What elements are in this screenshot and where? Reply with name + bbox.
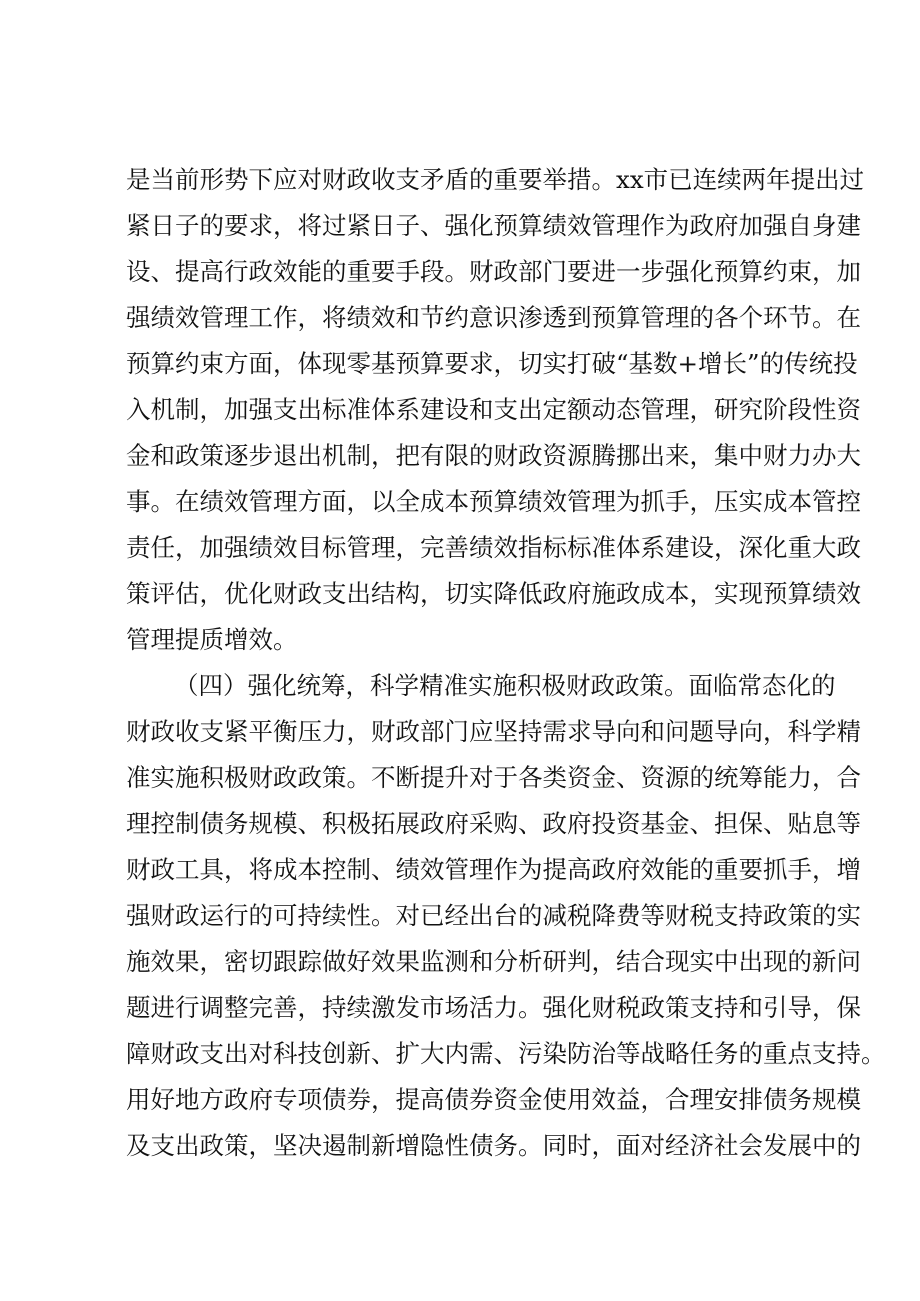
text-line: 事。在绩效管理方面，以全成本预算绩效管理为抓手，压实成本管控 bbox=[126, 487, 861, 516]
text-line: 题进行调整完善，持续激发市场活力。强化财税政策支持和引导，保 bbox=[126, 993, 861, 1022]
text-line: 策评估，优化财政支出结构，切实降低政府施政成本，实现预算绩效 bbox=[126, 579, 861, 608]
text-line: 预算约束方面，体现零基预算要求，切实打破“基数+增长”的传统投 bbox=[126, 349, 858, 378]
text-line: 管理提质增效。 bbox=[126, 625, 298, 654]
text-line: 是当前形势下应对财政收支矛盾的重要举措。xx市已连续两年提出过 bbox=[126, 165, 865, 194]
text-line: 财政工具，将成本控制、绩效管理作为提高政府效能的重要抓手，增 bbox=[126, 855, 861, 884]
text-line: 理控制债务规模、积极拓展政府采购、政府投资基金、担保、贴息等 bbox=[126, 809, 861, 838]
text-line: 及支出政策，坚决遏制新增隐性债务。同时，面对经济社会发展中的 bbox=[126, 1131, 861, 1160]
text-line: 用好地方政府专项债券，提高债券资金使用效益，合理安排债务规模 bbox=[126, 1085, 861, 1114]
text-line: 障财政支出对科技创新、扩大内需、污染防治等战略任务的重点支持。 bbox=[126, 1039, 886, 1068]
text-line: 金和政策逐步退出机制，把有限的财政资源腾挪出来，集中财力办大 bbox=[126, 441, 861, 470]
text-line: 强财政运行的可持续性。对已经出台的减税降费等财税支持政策的实 bbox=[126, 901, 861, 930]
text-line: 施效果，密切跟踪做好效果监测和分析研判，结合现实中出现的新问 bbox=[126, 947, 861, 976]
text-line: 设、提高行政效能的重要手段。财政部门要进一步强化预算约束，加 bbox=[126, 257, 861, 286]
text-line: 财政收支紧平衡压力，财政部门应坚持需求导向和问题导向，科学精 bbox=[126, 717, 861, 746]
text-line: 紧日子的要求，将过紧日子、强化预算绩效管理作为政府加强自身建 bbox=[126, 211, 861, 240]
text-line: 责任，加强绩效目标管理，完善绩效指标标准体系建设，深化重大政 bbox=[126, 533, 861, 562]
text-line: 强绩效管理工作，将绩效和节约意识渗透到预算管理的各个环节。在 bbox=[126, 303, 861, 332]
section-heading-line: （四）强化统筹，科学精准实施积极财政政策。面临常态化的 bbox=[174, 671, 836, 700]
text-line: 准实施积极财政政策。不断提升对于各类资金、资源的统筹能力，合 bbox=[126, 763, 861, 792]
text-line: 入机制，加强支出标准体系建设和支出定额动态管理，研究阶段性资 bbox=[126, 395, 861, 424]
